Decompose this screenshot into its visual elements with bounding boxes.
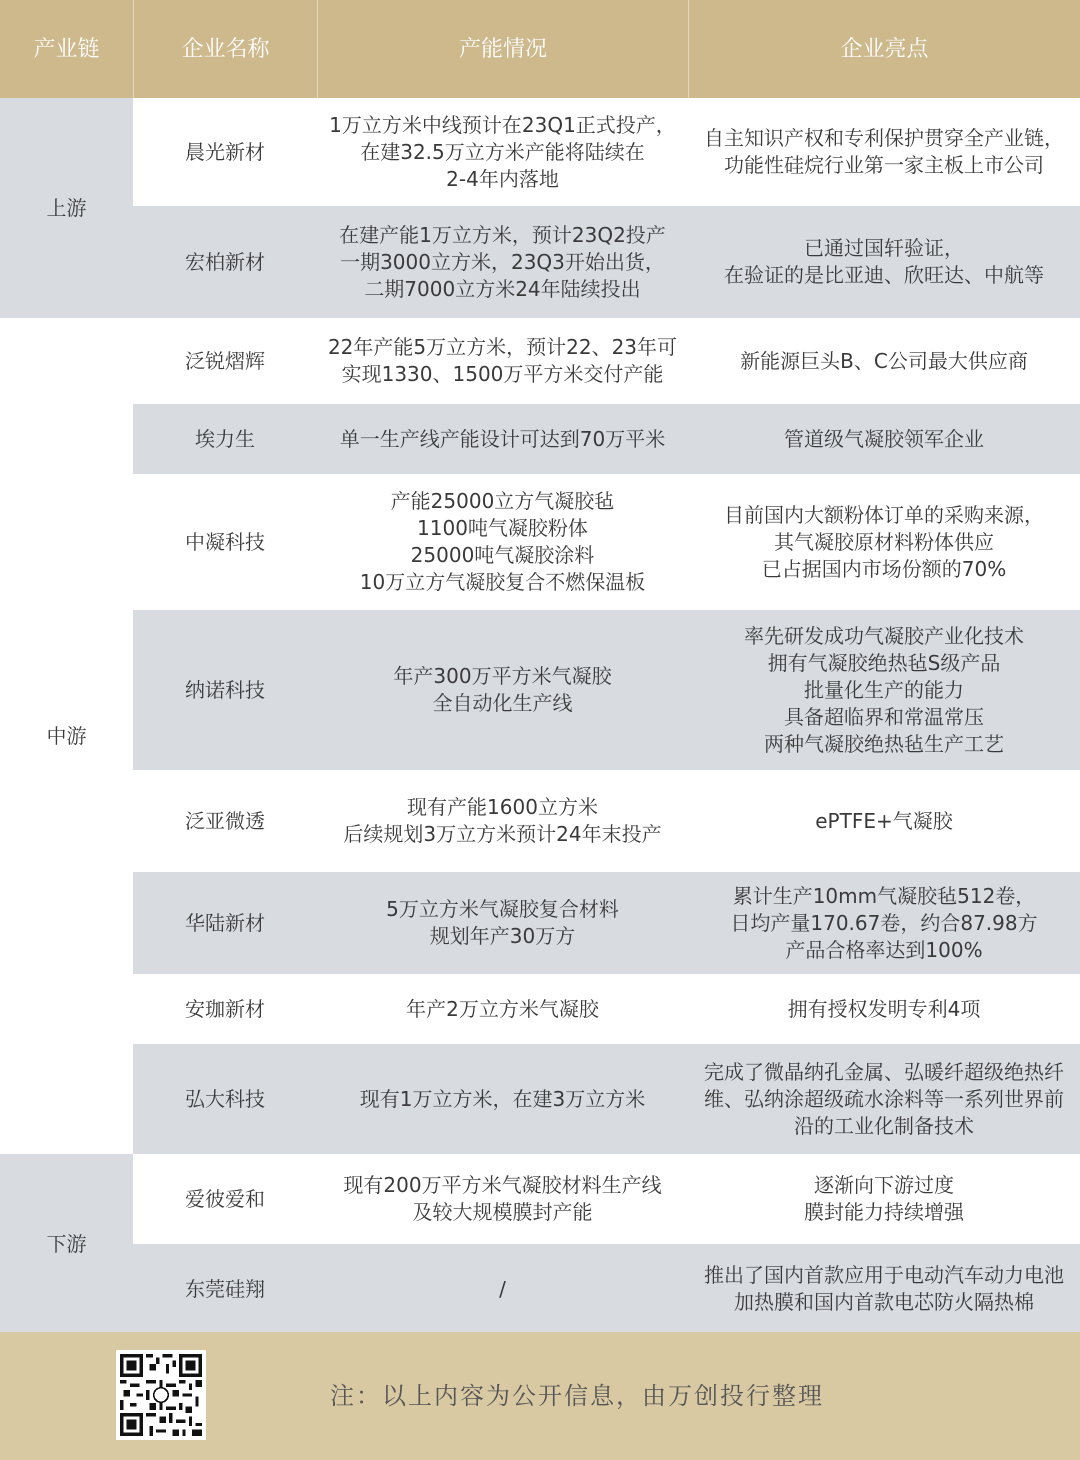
highlight-cell: 目前国内大额粉体订单的采购来源， 其气凝胶原材料粉体供应 已占据国内市场份额的70% (688, 474, 1080, 610)
header-company: 企业名称 (133, 0, 317, 98)
capacity-cell: 现有200万平方米气凝胶材料生产线 及较大规模膜封产能 (317, 1154, 688, 1244)
company-name: 埃力生 (133, 404, 317, 474)
capacity-cell: 年产2万立方米气凝胶 (317, 974, 688, 1044)
chain-downstream: 下游 (0, 1154, 133, 1334)
company-name: 华陆新材 (133, 872, 317, 974)
highlight-cell: 新能源巨头B、C公司最大供应商 (688, 318, 1080, 404)
company-name: 爱彼爱和 (133, 1154, 317, 1244)
company-name: 弘大科技 (133, 1044, 317, 1154)
highlight-cell: 管道级气凝胶领军企业 (688, 404, 1080, 474)
chain-midstream: 中游 (0, 318, 133, 1154)
highlight-cell: 逐渐向下游过度 膜封能力持续增强 (688, 1154, 1080, 1244)
chain-upstream: 上游 (0, 98, 133, 318)
highlight-cell: 累计生产10mm气凝胶毡512卷， 日均产量170.67卷，约合87.98方 产品合格率达到100% (688, 872, 1080, 974)
footer-bar (0, 1332, 1080, 1460)
header-chain: 产业链 (0, 0, 133, 98)
capacity-cell: 现有产能1600立方米 后续规划3万立方米预计24年末投产 (317, 770, 688, 872)
company-name: 晨光新材 (133, 98, 317, 206)
highlight-cell: ePTFE+气凝胶 (688, 770, 1080, 872)
capacity-cell: 年产300万平方米气凝胶 全自动化生产线 (317, 610, 688, 770)
highlight-cell: 已通过国轩验证， 在验证的是比亚迪、欣旺达、中航等 (688, 206, 1080, 318)
capacity-cell: 产能25000立方气凝胶毡 1100吨气凝胶粉体 25000吨气凝胶涂料 10万立方气凝胶复合不燃保温板 (317, 474, 688, 610)
highlight-cell: 率先研发成功气凝胶产业化技术 拥有气凝胶绝热毡S级产品 批量化生产的能力 具备超临界和常温常压 两种气凝胶绝热毡生产工艺 (688, 610, 1080, 770)
capacity-cell: 1万立方米中线预计在23Q1正式投产， 在建32.5万立方米产能将陆续在 2-4年内落地 (317, 98, 688, 206)
header-capacity: 产能情况 (317, 0, 688, 98)
capacity-cell: 在建产能1万立方米，预计23Q2投产 一期3000立方米，23Q3开始出货， 二期7000立方米24年陆续投出 (317, 206, 688, 318)
capacity-cell: 22年产能5万立方米，预计22、23年可 实现1330、1500万平方米交付产能 (317, 318, 688, 404)
company-name: 中凝科技 (133, 474, 317, 610)
capacity-cell: / (317, 1244, 688, 1334)
company-name: 泛锐熠辉 (133, 318, 317, 404)
company-name: 宏柏新材 (133, 206, 317, 318)
footer-note: 注：以上内容为公开信息，由万创投行整理 (330, 1382, 824, 1410)
company-name: 安珈新材 (133, 974, 317, 1044)
header-highlight: 企业亮点 (688, 0, 1080, 98)
highlight-cell: 拥有授权发明专利4项 (688, 974, 1080, 1044)
company-name: 东莞硅翔 (133, 1244, 317, 1334)
capacity-cell: 现有1万立方米，在建3万立方米 (317, 1044, 688, 1154)
capacity-cell: 5万立方米气凝胶复合材料 规划年产30万方 (317, 872, 688, 974)
company-name: 纳诺科技 (133, 610, 317, 770)
capacity-cell: 单一生产线产能设计可达到70万平米 (317, 404, 688, 474)
company-name: 泛亚微透 (133, 770, 317, 872)
highlight-cell: 自主知识产权和专利保护贯穿全产业链， 功能性硅烷行业第一家主板上市公司 (688, 98, 1080, 206)
highlight-cell: 完成了微晶纳孔金属、弘暖纤超级绝热纤 维、弘纳涂超级疏水涂料等一系列世界前 沿的工业化制备技术 (688, 1044, 1080, 1154)
qr-code-icon[interactable] (116, 1350, 206, 1440)
highlight-cell: 推出了国内首款应用于电动汽车动力电池 加热膜和国内首款电芯防火隔热棉 (688, 1244, 1080, 1334)
